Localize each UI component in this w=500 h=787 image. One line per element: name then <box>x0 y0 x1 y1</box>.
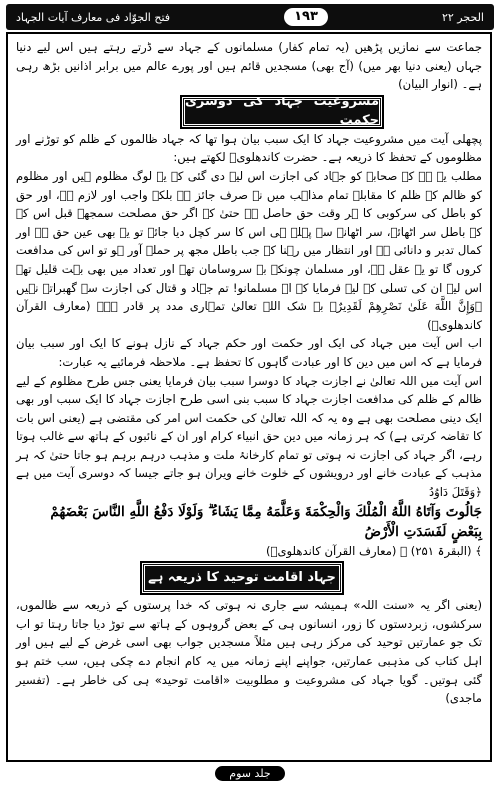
section-heading-tauheed: جہاد اقامت توحید کا ذریعہ ہے <box>142 563 342 593</box>
surah-label: الحجر ۲۲ <box>441 10 484 24</box>
intro-paragraph: جماعت سے نمازیں پڑھیں (یہ تمام کفار) مسلمانوں کے جہاد سے ڈرتے رہتے ہیں اس لیے دنیا جہاں (یعنی دنیا بھر میں) (آج بھی) مسجدیں قائم ہیں اور پورے عالم میں برابر اذانیں بڑھ رہی ہے۔ (انوار البیان) <box>16 40 482 92</box>
verse-reference: ﴾ (البقرۃ ۲۵۱) ۔ (معارف القرآن کاندھلویؒ) <box>266 543 482 558</box>
page-header <box>6 4 494 30</box>
page-number: ۱۹۳ <box>284 8 328 26</box>
quote-paragraph: اس آیت میں اللہ تعالیٰ نے اجازت جہاد کا دوسرا سبب بیان فرمایا یعنی جس طرح مظلوم کے لیے ظالم کے ظلم کی مدافعت اجازت جہاد کا سبب بنی اسی طرح اجازت جہاد کا ایک سبب اور بھی ایک دینی مصلحت بھی ہے وہ یہ کہ اللہ تعالیٰ کی حکمت اس امر کی مقتضی ہے (یعنی اس بات کا تقاضہ کرتی ہے) کہ ہر زمانہ میں دین حق انبیاء کرام اور ان کے نائبوں کے ہاتھ سے غالب ہوتا رہے، اگر جہاد کی اجازت نہ ہوتی تو تمام کارخانۂ ملت و مذہب درہم برہم ہو جاتا حتیٰ کہ ہر مذہب کے عبادت خانے اور درویشوں کے خلوت خانے ویران ہو جاتے جیسا کہ دوسری آیت میں ہے ﴿وَقَتَلَ دَاوُدُ <box>16 373 482 500</box>
quote-paragraph: مطلب یہ ہے کہ صحابہ کو جہاد کی اجازت اس لیے دی گئی کہ یہ لوگ مظلوم ہیں اور مظلوم کو ظالم کے ظلم کا مقابلہ تمام مذاہب میں نہ صرف جائز ہے بلکہ واجب اور لازم ہے، اور حق کو باطل کی سرکوبی کا ہر وقت حق حاصل ہے حتیٰ کہ اگر حق مصلحت سمجھے قبل اس کے کہ باطل سر اٹھائے، سر اٹھانے سے پہلے ہی اس کا سر کچل دیا جائے تو یہ بھی عین حق ہے اور کمال تدبر و دانائی ہے اور انتظار میں رہنا کہ جب باطل مجھ پر حملہ آور ہو تو اس کی مدافعت کروں گا تو یہ عقل ہے، اور مسلمان چونکہ بے سروسامان تھے اور تعداد میں بھی بہت قلیل تھے اس لیے ان کی تسلی کے لیے فرمایا کہ اے مسلمانو! تم جہاد و قتال کی اجازت سے گھبراتے نہیں ﴿وَإِنَّ اللَّهَ عَلَىٰ نَصْرِهِمْ لَقَدِيرٌ﴾ بے شک اللہ تعالیٰ تمہاری مدد پر قادر ہے۔ (معارف القرآن کاندھلویؒ) <box>16 168 482 332</box>
book-title: فتح الجوّاد فی معارف آیات الجہاد <box>16 10 171 24</box>
paragraph: پچھلی آیت میں مشروعیت جہاد کا ایک سبب بیان ہوا تھا کہ جہاد ظالموں کے ظلم کو توڑنے اور مظلوموں کے تحفظ کا ذریعہ ہے۔ حضرت کاندھلویؒ لکھتے ہیں: <box>16 131 482 165</box>
content-frame <box>6 32 492 762</box>
paragraph: (یعنی اگر یہ «سنت اللہ» ہمیشہ سے جاری نہ ہوتی کہ خدا پرستوں کے ذریعہ سے ظالموں، سرکشوں، زبردستوں کا زور، انسانوں ہی کے بعض گروہوں کے ہاتھ سے توڑ دیا جاتا رہتا تو اب تک جو عمارتیں توحید کی مرکز رہی ہیں مثلاً مسجدیں جواب بھی اسی غرض کے لیے ہیں اور اہل کتاب کی مذہبی عمارتیں، جواپنے اپنے زمانہ میں یہ کام انجام دے چکی ہیں، سب ختم ہو گئی ہوتیں۔ گویا جہاد کی مشروعیت و مطلوبیت «اقامت توحید» ہی کی خاطر ہے۔ (تفسیر ماجدی) <box>16 598 482 706</box>
section-heading-hikmat: مشروعیت جہاد کی دوسری حکمت <box>182 97 382 127</box>
arabic-verse: جَالُوتَ وَآتَاهُ اللَّهُ الْمُلْكَ وَالْحِكْمَةَ وَعَلَّمَهُ مِمَّا يَشَاءُ ۗ وَلَوْلَا دَفْعُ اللَّهِ النَّاسَ بَعْضَهُمْ بِبَعْضٍ لَفَسَدَتِ الْأَرْضُ <box>50 503 482 540</box>
page-footer <box>0 766 500 781</box>
body-text <box>16 38 482 708</box>
paragraph: اب اس آیت میں جہاد کی ایک اور حکمت اور حکم جہاد کے نازل ہونے کا ایک اور سبب بیان فرمایا ہے کہ اس میں دین کا اور عبادت گاہوں کا تحفظ ہے۔ ملاحظہ فرمائیے یہ عبارت: <box>16 336 482 369</box>
volume-label: جلد سوم <box>215 766 284 781</box>
